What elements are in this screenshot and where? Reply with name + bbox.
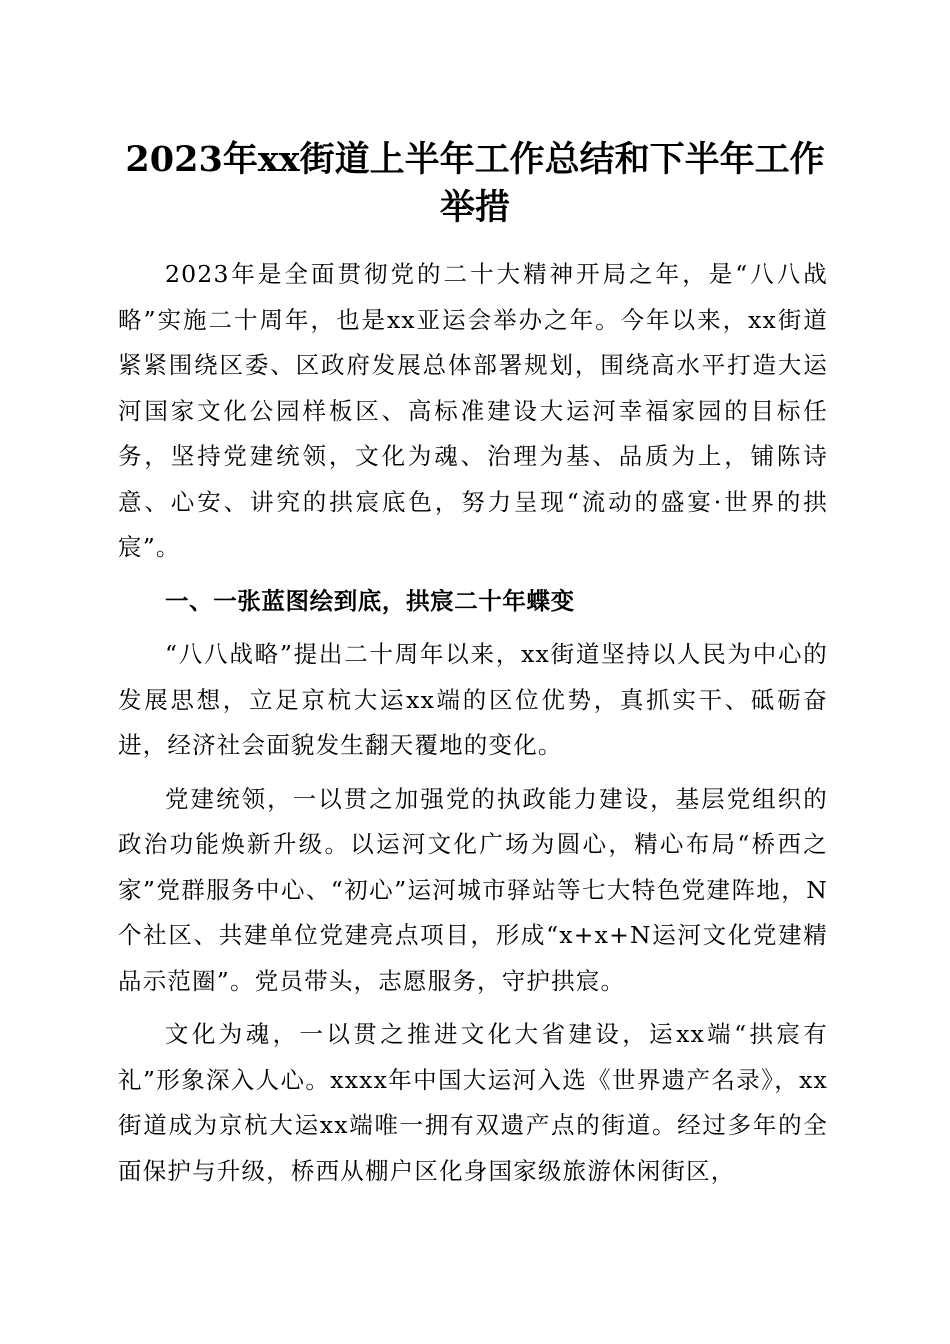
intro-paragraph: 2023年是全面贯彻党的二十大精神开局之年，是“八八战略”实施二十周年，也是xx亚运会举办之年。今年以来，xx街道紧紧围绕区委、区政府发展总体部署规划，围绕高水平打造大运河国家文化公园样板区、高标准建设大运河幸福家园的目标任务，坚持党建统领，文化为魂、治理为基、品质为上，铺陈诗意、心安、讲究的拱宸底色，努力呈现“流动的盛宴·世界的拱宸”。 bbox=[118, 260, 828, 561]
title-line-2: 举措 bbox=[439, 187, 510, 228]
document-title bbox=[100, 136, 850, 232]
title-line-1: 2023年xx街道上半年工作总结和下半年工作 bbox=[125, 139, 825, 180]
paragraph-3: 文化为魂，一以贯之推进文化大省建设，运xx端“拱宸有礼”形象深入人心。xxxx年中国大运河入选《世界遗产名录》，xx街道成为京杭大运xx端唯一拥有双遗产点的街道。经过多年的全面保护与升级，桥西从棚户区化身国家级旅游休闲街区， bbox=[118, 1020, 828, 1185]
section-heading-1: 一、一张蓝图绘到底，拱宸二十年蝶变 bbox=[165, 586, 575, 615]
paragraph-1: “八八战略”提出二十周年以来，xx街道坚持以人民为中心的发展思想，立足京杭大运xx端的区位优势，真抓实干、砥砺奋进，经济社会面貌发生翻天覆地的变化。 bbox=[118, 640, 828, 759]
paragraph-2: 党建统领，一以贯之加强党的执政能力建设，基层党组织的政治功能焕新升级。以运河文化广场为圆心，精心布局“桥西之家”党群服务中心、“初心”运河城市驿站等七大特色党建阵地，N个社区、共建单位党建亮点项目，形成“x+x+N运河文化党建精品示范圈”。党员带头，志愿服务，守护拱宸。 bbox=[118, 784, 828, 995]
document-body bbox=[118, 252, 828, 1202]
